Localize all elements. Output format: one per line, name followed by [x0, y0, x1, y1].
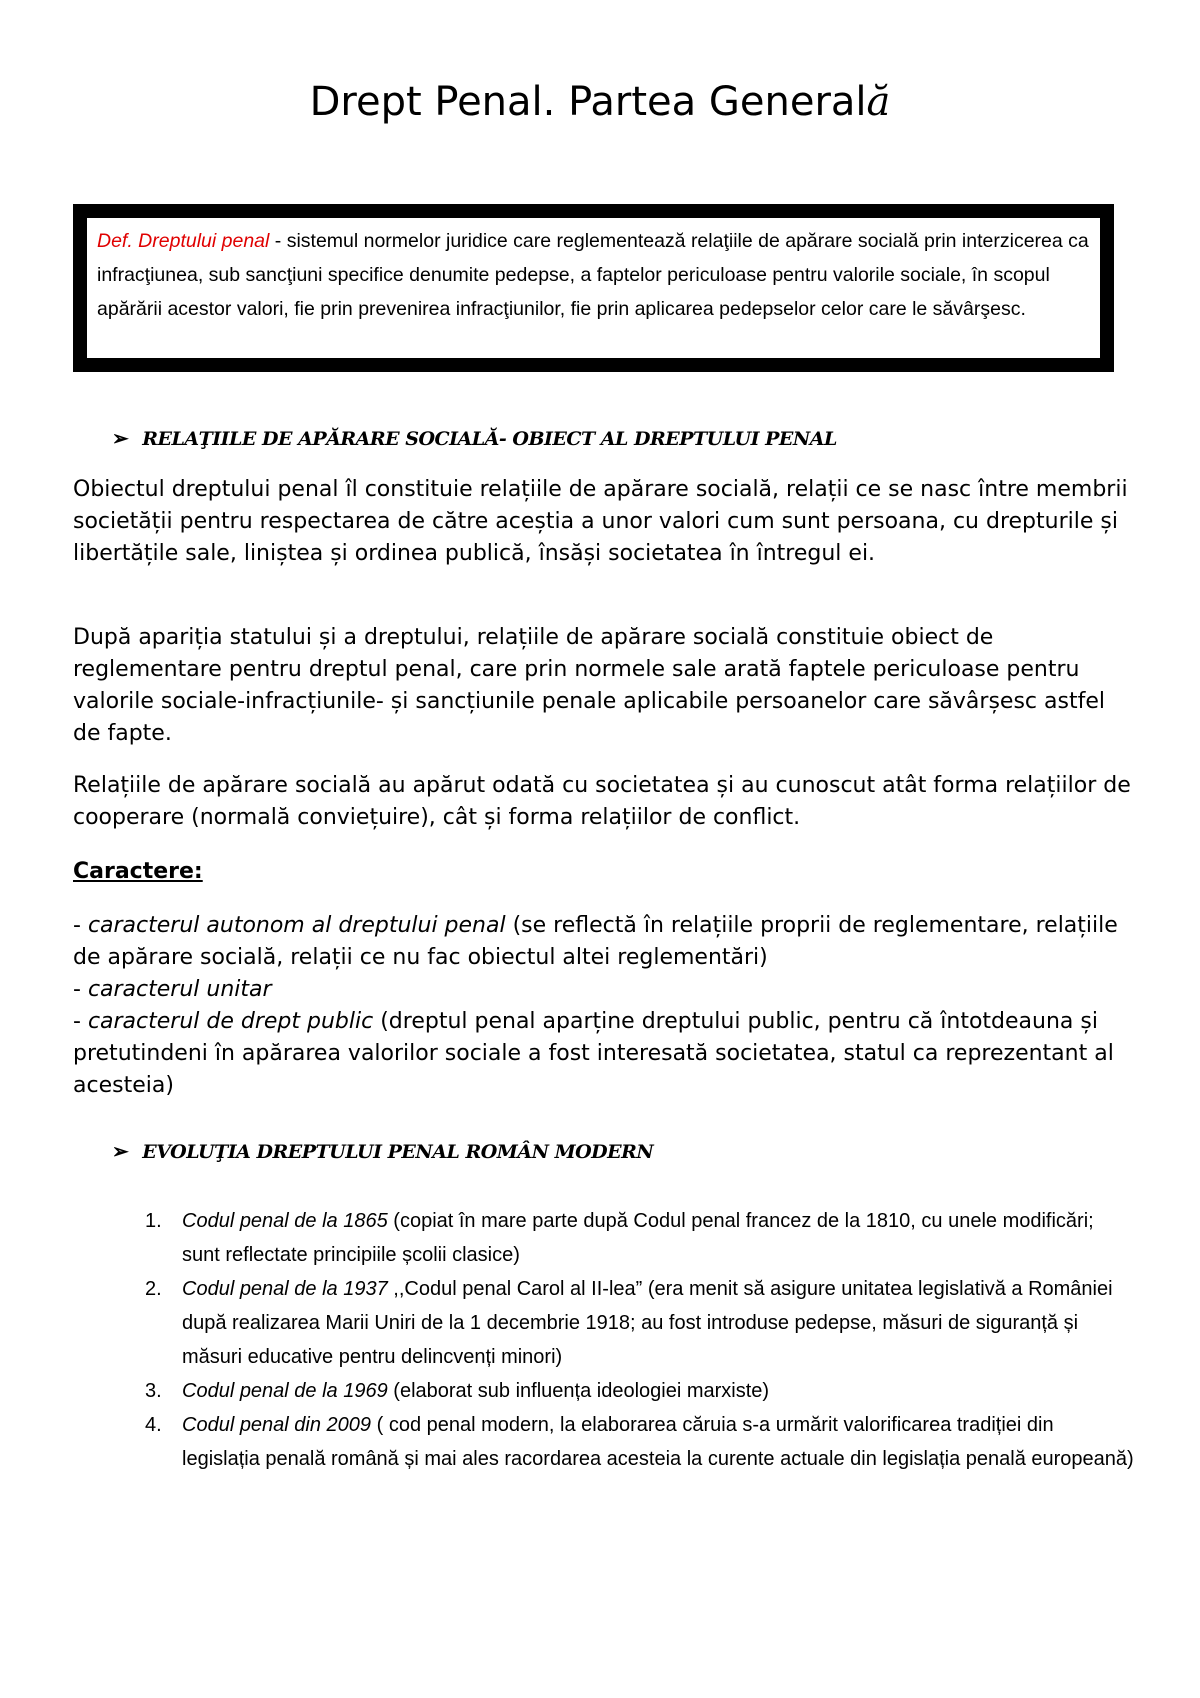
- code-title: Codul penal de la 1937: [182, 1278, 388, 1300]
- title-suffix: ă: [866, 79, 891, 125]
- code-title: Codul penal de la 1865: [182, 1210, 388, 1232]
- arrow-bullet-icon: ➢: [112, 1139, 129, 1163]
- code-description: (copiat în mare parte după Codul penal francez de la 1810, cu unele modificări; sunt reflectate principiile școlii clasice): [182, 1210, 1094, 1266]
- title-main: Drept Penal. Partea General: [309, 79, 867, 125]
- code-description: ,,Codul penal Carol al II-lea” (era menit să asigure unitatea legislativă a României după realizarea Marii Uniri de la 1 decembrie 1918; au fost introduse pedepse, măsuri de siguranță și măsuri educative pentru delincvenți minori): [182, 1278, 1113, 1368]
- code-title: Codul penal din 2009: [182, 1414, 372, 1436]
- code-description: (elaborat sub influența ideologiei marxiste): [387, 1380, 770, 1402]
- caracter-item: [73, 910, 1133, 974]
- list-item: [145, 1204, 1135, 1272]
- caractere-list: [73, 910, 1133, 1102]
- list-number: 2.: [145, 1278, 162, 1300]
- paragraph-relatiile: Relațiile de apărare socială au apărut odată cu societatea și au cunoscut atât forma relațiilor de cooperare (normală conviețuire), cât și forma relațiilor de conflict.: [73, 773, 1131, 830]
- definition-box-content: [87, 218, 1100, 358]
- caracter-prefix: -: [73, 1009, 88, 1034]
- caracter-item: [73, 1006, 1133, 1102]
- definition-text: - sistemul normelor juridice care reglementează relaţiile de apărare socială prin interzicerea ca infracţiunea, sub sancţiuni specifice denumite pedepse, a faptelor periculoase pentru valorile sociale, în scopul apărării acestor valori, fie prin prevenirea infracţiunilor, fie prin aplicarea pedepselor celor care le săvârşesc.: [97, 230, 1089, 320]
- list-item: [145, 1272, 1135, 1374]
- codes-list: [145, 1204, 1135, 1476]
- caracter-term: caracterul unitar: [87, 977, 272, 1002]
- definition-label: Def. Dreptului penal: [97, 230, 270, 252]
- list-item: [145, 1374, 1135, 1408]
- paragraph-obiect: Obiectul dreptului penal îl constituie relațiile de apărare socială, relații ce se nasc între membrii societății pentru respectarea de către aceștia a unor valori cum sunt persoana, cu drepturile și libertățile sale, liniștea și ordinea publică, însăși societatea în întregul ei.: [73, 477, 1128, 566]
- caracter-description: (se reflectă în relațiile proprii de reglementare, relațiile de apărare socială, relații ce nu fac obiectul altei reglementări): [73, 913, 1118, 970]
- definition-box: [73, 204, 1114, 372]
- caracter-prefix: -: [73, 913, 88, 938]
- code-description: ( cod penal modern, la elaborarea căruia s-a urmărit valorificarea tradiției din legislația penală română și mai ales racordarea acesteia la curente actuale din legislația penală europeană): [182, 1414, 1134, 1470]
- list-number: 3.: [145, 1380, 162, 1402]
- paragraph-aparitia: După apariția statului și a dreptului, relațiile de apărare socială constituie obiect de reglementare pentru dreptul penal, care prin normele sale arată faptele periculoase pentru valorile sociale-infracțiunile- și sancțiunile penale aplicabile persoanelor care săvârșesc astfel de fapte.: [73, 625, 1105, 746]
- caracter-item: [73, 974, 1133, 1006]
- section-heading-text: EVOLUŢIA DREPTULUI PENAL ROMÂN MODERN: [142, 1141, 654, 1163]
- section-heading-text: RELAŢIILE DE APĂRARE SOCIALĂ- OBIECT AL DREPTULUI PENAL: [142, 428, 837, 450]
- caracter-term: caracterul de drept public: [87, 1009, 374, 1034]
- section-heading-evolutia: [112, 1137, 653, 1166]
- arrow-bullet-icon: ➢: [112, 426, 129, 450]
- list-item: [145, 1408, 1135, 1476]
- code-title: Codul penal de la 1969: [182, 1380, 388, 1402]
- section-heading-relatii: [112, 424, 837, 453]
- caracter-description: (dreptul penal aparține dreptului public, pentru că întotdeauna și pretutindeni în apărarea valorilor sociale a fost interesată societatea, statul ca reprezentant al acesteia): [73, 1009, 1114, 1098]
- caracter-term: caracterul autonom al dreptului penal: [87, 913, 506, 938]
- list-number: 1.: [145, 1210, 162, 1232]
- page-title: [0, 74, 1200, 130]
- caractere-heading: Caractere:: [73, 859, 203, 884]
- caracter-prefix: -: [73, 977, 88, 1002]
- list-number: 4.: [145, 1414, 162, 1436]
